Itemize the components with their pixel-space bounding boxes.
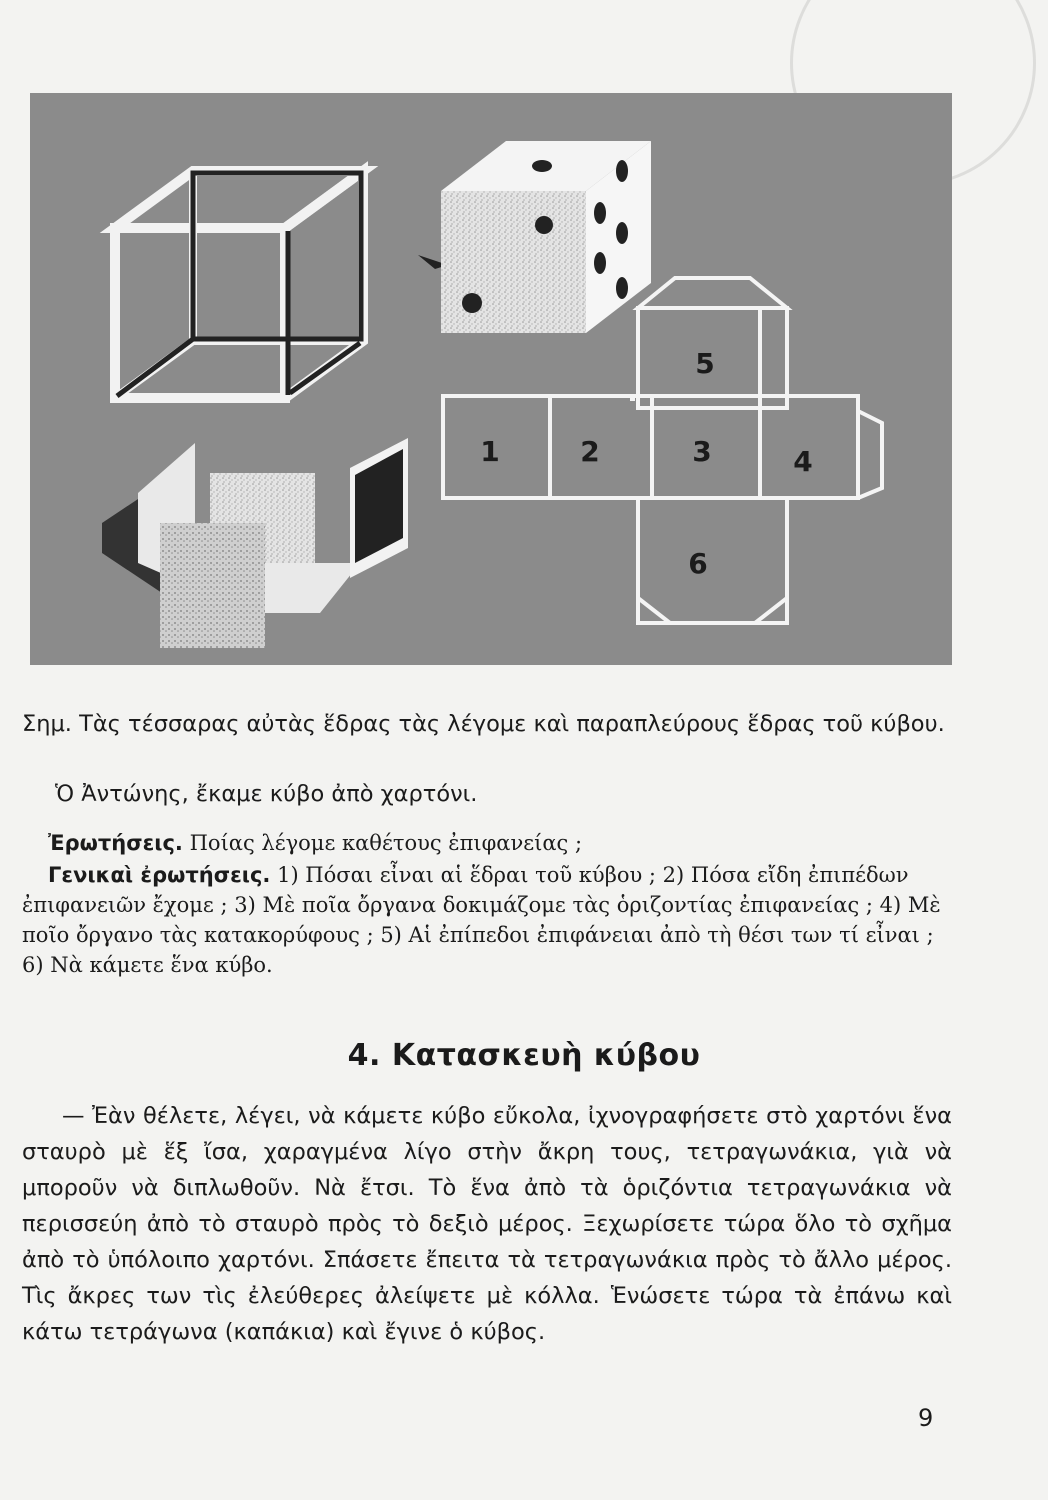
cube-illustration	[30, 93, 952, 665]
net-label-5: 5	[695, 347, 715, 380]
net-label-6: 6	[688, 547, 708, 580]
page-number: 9	[918, 1404, 934, 1432]
general-questions-text: 1) Πόσαι εἶναι αἱ ἕδραι τοῦ κύβου ; 2) Πόσα εἴδη ἐπιπέδων ἐπιφανειῶν ἔχομε ; 3) Μὲ ποῖα ὄργανα δοκιμάζομε τὰς ὁριζοντίας ἐπιφανείας ; 4) Μὲ ποῖο ὄργανο τὰς κατακορύφους ; 5) Αἱ ἐπίπεδοι ἐπιφάνειαι ἀπὸ τὴ θέσι των τί εἶναι ; 6) Νὰ κάμετε ἕνα κύβο.	[22, 863, 941, 977]
note-text: Σημ. Τὰς τέσσαρας αὐτὰς ἕδρας τὰς λέγομε καὶ παραπλεύρους ἕδρας τοῦ κύβου.	[22, 711, 945, 737]
questions-block	[22, 828, 952, 980]
net-label-2: 2	[580, 435, 600, 468]
section-heading: 4. Κατασκευὴ κύβου	[347, 1038, 701, 1073]
questions-label: Ἐρωτήσεις.	[48, 831, 183, 855]
net-label-4: 4	[793, 445, 813, 478]
folding-cube	[102, 438, 408, 648]
general-questions-label: Γενικαὶ ἐρωτήσεις.	[48, 863, 271, 887]
body-paragraph: — Ἐὰν θέλετε, λέγει, νὰ κάμετε κύβο εὔκολα, ἰχνογραφήσετε στὸ χαρτόνι ἕνα σταυρὸ μὲ ἕξ ἴσα, χαραγμένα λίγο στὴν ἄκρη τους, τετραγωνάκια, γιὰ νὰ μποροῦν νὰ διπλωθοῦν. Νὰ ἔτσι. Τὸ ἕνα ἀπὸ τὰ ὁριζόντια τετραγωνάκια νὰ περισσεύη ἀπὸ τὸ σταυρὸ πρὸς τὸ δεξιὸ μέρος. Ξεχωρίσετε τώρα ὅλο τὸ σχῆμα ἀπὸ τὸ ὑπόλοιπο χαρτόνι. Σπάσετε ἔπειτα τὰ τετραγωνάκια πρὸς τὸ ἄλλο μέρος. Τὶς ἄκρες των τὶς ἐλεύθερες ἀλείψετε μὲ κόλλα. Ἑνώσετε τώρα τὰ ἐπάνω καὶ κάτω τετράγωνα (καπάκια) καὶ ἔγινε ὁ κύβος.	[22, 1103, 952, 1345]
questions-text: Ποίας λέγομε καθέτους ἐπιφανείας ;	[189, 831, 583, 855]
net-label-1: 1	[480, 435, 500, 468]
net-label-3: 3	[692, 435, 712, 468]
antonis-text: Ὁ Ἀντώνης, ἔκαμε κύβο ἀπὸ χαρτόνι.	[55, 781, 478, 807]
cube-illustration-svg	[30, 93, 952, 665]
wireframe-cube	[115, 171, 363, 398]
die	[441, 141, 651, 333]
